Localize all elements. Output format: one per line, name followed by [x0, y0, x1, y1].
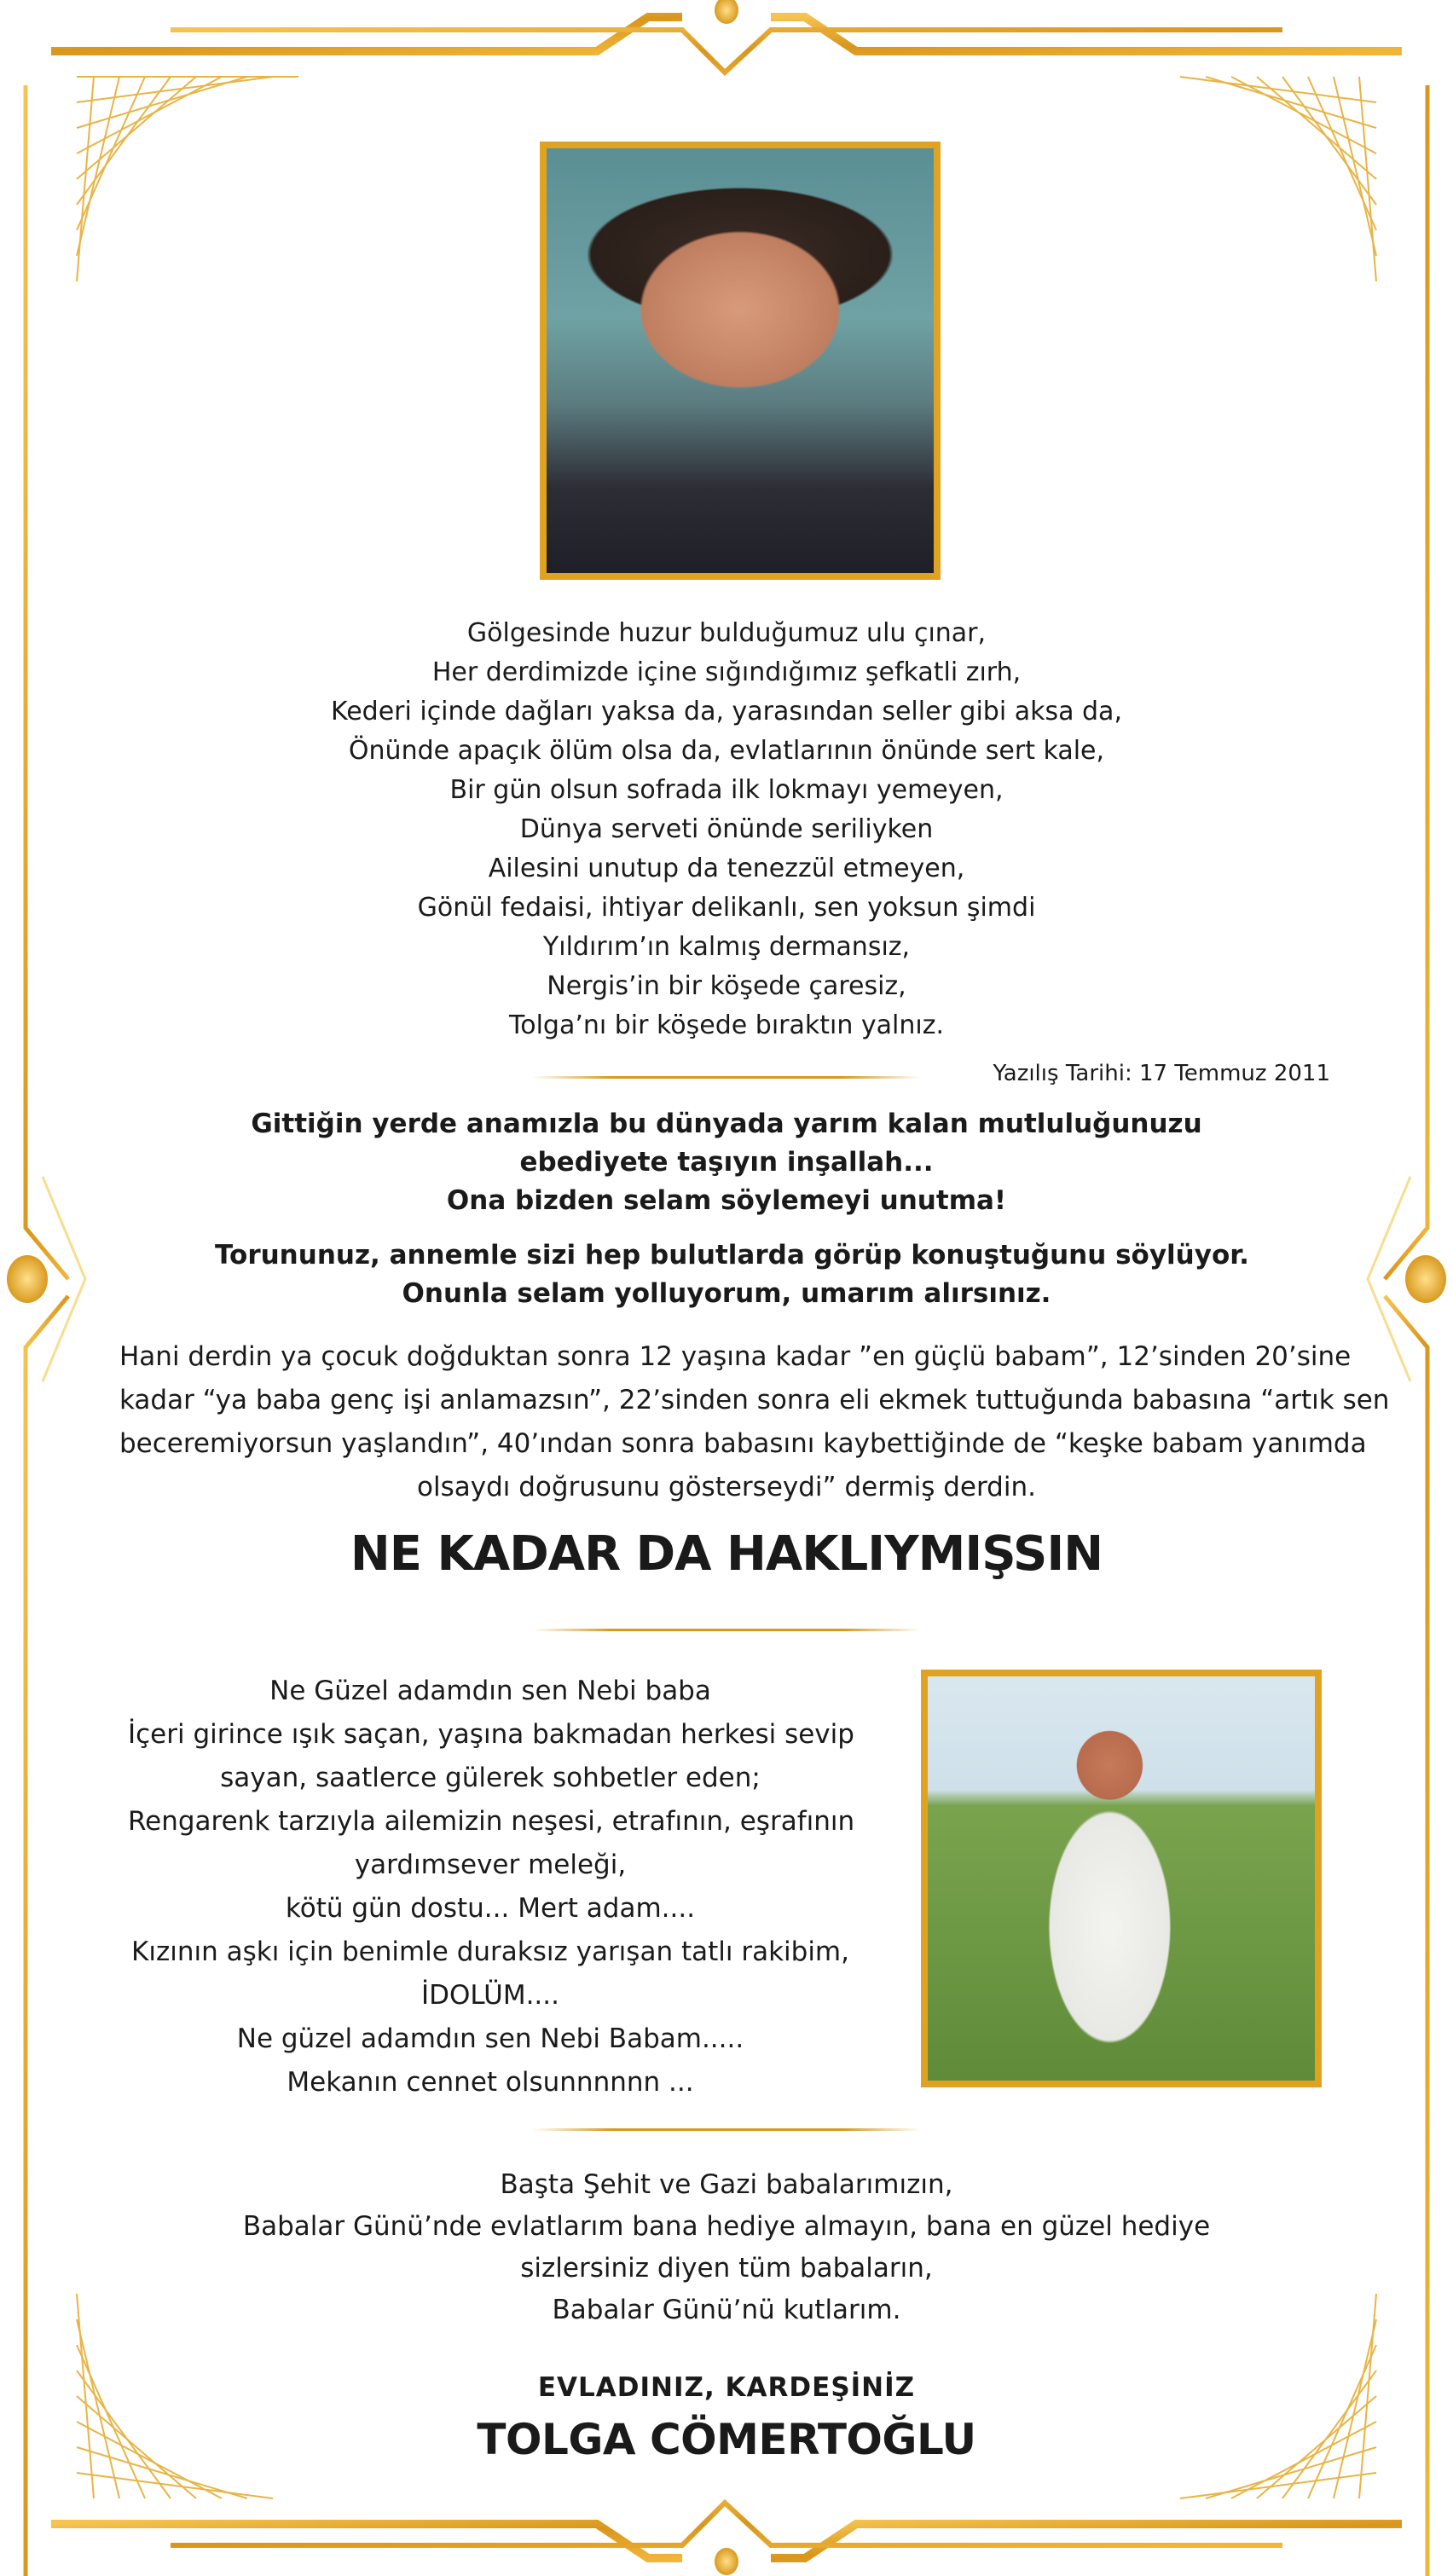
poem-line: Bir gün olsun sofrada ilk lokmayı yemeyen,	[449, 775, 1004, 805]
poem-top	[300, 614, 1153, 1045]
divider-rule	[533, 1629, 921, 1631]
poem-line: Ne güzel adamdın sen Nebi Babam.....	[236, 2023, 744, 2054]
poem-line: Gönül fedaisi, ihtiyar delikanlı, sen yoksun şimdi	[417, 893, 1036, 923]
bold-line: Torununuz, annemle sizi hep bulutlarda görüp konuştuğunu söylüyor.	[215, 1240, 1249, 1271]
paragraph-line: beceremiyorsun yaşlandın”, 40’ından sonra babasını kaybettiğinde de “keşke babam yanımda	[119, 1428, 1367, 1459]
closing-line: Babalar Günü’nde evlatlarım bana hediye almayın, bana en güzel hediye	[242, 2211, 1211, 2242]
bold-line: ebediyete taşıyın inşallah...	[519, 1147, 934, 1178]
poem-bottom	[128, 1670, 853, 2104]
poem-line: Mekanın cennet olsunnnnnn ...	[287, 2067, 694, 2098]
paragraph-line: kadar “ya baba genç işi anlamazsın”, 22’sinden sonra eli ekmek tuttuğunda babasına “artık sen	[119, 1385, 1390, 1415]
poem-line: Gölgesinde huzur bulduğumuz ulu çınar,	[466, 618, 987, 648]
poem-line: İçeri girince ışık saçan, yaşına bakmadan herkesi sevip	[128, 1719, 854, 1750]
bold-line: Gittiğin yerde anamızla bu dünyada yarım kalan mutluluğunuzu	[251, 1109, 1202, 1139]
bold-message-1	[215, 1105, 1238, 1220]
portrait-photo-top	[540, 142, 941, 580]
poem-line: Ne Güzel adamdın sen Nebi baba	[269, 1676, 711, 1706]
bold-line: Ona bizden selam söylemeyi unutma!	[446, 1185, 1007, 1216]
poem-line: sayan, saatlerce gülerek sohbetler eden;	[220, 1763, 761, 1793]
poem-line: Ailesini unutup da tenezzül etmeyen,	[488, 854, 965, 883]
poem-line: Her derdimizde içine sığındığımız şefkatli zırh,	[431, 657, 1022, 687]
divider-rule	[533, 2128, 921, 2131]
poem-line: Önünde apaçık ölüm olsa da, evlatlarının önünde sert kale,	[348, 736, 1105, 766]
divider-rule	[533, 1076, 921, 1079]
signature-name: TOLGA CÖMERTOĞLU	[477, 2415, 976, 2464]
bold-line: Onunla selam yolluyorum, umarım alırsınız.	[402, 1278, 1051, 1309]
poem-line: kötü gün dostu... Mert adam....	[285, 1893, 696, 1924]
closing-line: Babalar Günü’nü kutlarım.	[552, 2295, 901, 2325]
poem-line: Rengarenk tarzıyla ailemizin neşesi, etrafının, eşrafının	[128, 1806, 855, 1837]
poem-line: Kederi içinde dağları yaksa da, yarasından seller gibi aksa da,	[331, 697, 1122, 726]
story-paragraph	[119, 1335, 1390, 1509]
poem-line: yardımsever meleği,	[354, 1850, 627, 1880]
poem-line: Tolga’nı bir köşede bıraktın yalnız.	[508, 1010, 944, 1040]
headline: NE KADAR DA HAKLIYMIŞSIN	[350, 1526, 1103, 1582]
closing-message	[215, 2164, 1238, 2331]
paragraph-line: Hani derdin ya çocuk doğduktan sonra 12 yaşına kadar ”en güçlü babam”, 12’sinden 20’sine	[119, 1341, 1352, 1372]
poem-line: Yıldırım’ın kalmış dermansız,	[542, 932, 911, 962]
portrait-photo-bottom	[921, 1670, 1322, 2087]
signature-relation: EVLADINIZ, KARDEŞİNİZ	[537, 2372, 916, 2403]
poem-line: Kızının aşkı için benimle duraksız yarışan tatlı rakibim,	[131, 1936, 849, 1967]
closing-line: Başta Şehit ve Gazi babalarımızın,	[500, 2169, 953, 2200]
poem-line: Dünya serveti önünde seriliyken	[519, 814, 934, 844]
bold-message-2	[215, 1236, 1249, 1313]
closing-line: sizlersiniz diyen tüm babaların,	[520, 2253, 933, 2284]
poem-line: Nergis’in bir köşede çaresiz,	[547, 971, 906, 1001]
poem-line: İDOLÜM....	[421, 1980, 559, 2011]
written-date: Yazılış Tarihi: 17 Temmuz 2011	[993, 1061, 1330, 1086]
paragraph-line: olsaydı doğrusunu gösterseydi” dermiş derdin.	[417, 1472, 1036, 1502]
